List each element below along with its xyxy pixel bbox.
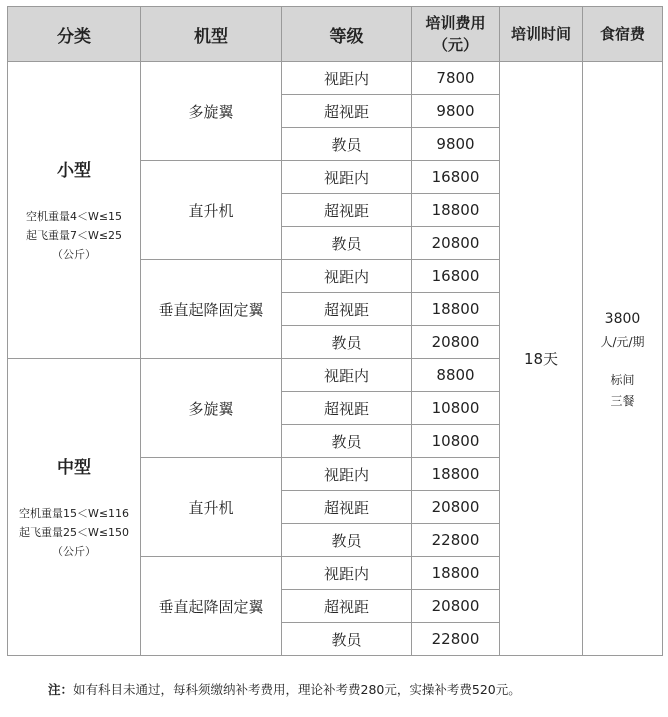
level-cell: 超视距 bbox=[282, 590, 412, 623]
price-cell: 10800 bbox=[412, 392, 500, 425]
level-cell: 视距内 bbox=[282, 260, 412, 293]
price-cell: 7800 bbox=[412, 62, 500, 95]
model-cell: 多旋翼 bbox=[141, 359, 282, 458]
price-cell: 18800 bbox=[412, 557, 500, 590]
price-cell: 16800 bbox=[412, 260, 500, 293]
price-cell: 20800 bbox=[412, 326, 500, 359]
price-cell: 22800 bbox=[412, 524, 500, 557]
header-fee bbox=[412, 7, 500, 62]
footnote bbox=[48, 680, 521, 698]
price-cell: 16800 bbox=[412, 161, 500, 194]
price-cell: 8800 bbox=[412, 359, 500, 392]
category-cell bbox=[8, 359, 141, 656]
header-category: 分类 bbox=[8, 7, 141, 62]
level-cell: 超视距 bbox=[282, 95, 412, 128]
fee-table bbox=[7, 6, 663, 656]
model-cell: 直升机 bbox=[141, 458, 282, 557]
header-board: 食宿费 bbox=[583, 7, 663, 62]
category-name: 小型 bbox=[57, 161, 91, 181]
level-cell: 视距内 bbox=[282, 62, 412, 95]
level-cell: 视距内 bbox=[282, 458, 412, 491]
price-cell: 10800 bbox=[412, 425, 500, 458]
model-cell: 垂直起降固定翼 bbox=[141, 260, 282, 359]
table-row bbox=[8, 62, 663, 95]
footnote-label: 注： bbox=[48, 682, 74, 697]
level-cell: 超视距 bbox=[282, 491, 412, 524]
board-unit: 人/元/期 bbox=[600, 334, 645, 349]
header-fee-line1: 培训费用 bbox=[425, 14, 486, 32]
header-row bbox=[8, 7, 663, 62]
level-cell: 教员 bbox=[282, 227, 412, 260]
price-cell: 20800 bbox=[412, 491, 500, 524]
category-takeoff-weight: 起飞重量25＜W≤150 bbox=[18, 526, 130, 539]
level-cell: 超视距 bbox=[282, 293, 412, 326]
level-cell: 教员 bbox=[282, 524, 412, 557]
level-cell: 教员 bbox=[282, 623, 412, 656]
model-cell: 多旋翼 bbox=[141, 62, 282, 161]
board-price: 3800 bbox=[604, 310, 641, 327]
level-cell: 超视距 bbox=[282, 194, 412, 227]
category-empty-weight: 空机重量15＜W≤116 bbox=[18, 507, 130, 520]
price-cell: 18800 bbox=[412, 458, 500, 491]
level-cell: 视距内 bbox=[282, 161, 412, 194]
level-cell: 超视距 bbox=[282, 392, 412, 425]
price-cell: 18800 bbox=[412, 293, 500, 326]
level-cell: 视距内 bbox=[282, 359, 412, 392]
price-cell: 9800 bbox=[412, 128, 500, 161]
price-cell: 22800 bbox=[412, 623, 500, 656]
board-meals: 三餐 bbox=[610, 393, 635, 408]
level-cell: 教员 bbox=[282, 326, 412, 359]
header-duration: 培训时间 bbox=[500, 7, 583, 62]
price-cell: 20800 bbox=[412, 590, 500, 623]
category-empty-weight: 空机重量4＜W≤15 bbox=[25, 210, 123, 223]
header-fee-line2: （元） bbox=[432, 36, 478, 54]
footnote-text: 如有科目未通过，每科须缴纳补考费用，理论补考费280元，实操补考费520元。 bbox=[73, 682, 521, 697]
price-cell: 20800 bbox=[412, 227, 500, 260]
duration-cell: 18天 bbox=[500, 62, 583, 656]
category-unit: （公斤） bbox=[52, 248, 96, 261]
category-name: 中型 bbox=[57, 458, 91, 478]
fee-table-body bbox=[8, 62, 663, 656]
header-level: 等级 bbox=[282, 7, 412, 62]
model-cell: 直升机 bbox=[141, 161, 282, 260]
level-cell: 视距内 bbox=[282, 557, 412, 590]
model-cell: 垂直起降固定翼 bbox=[141, 557, 282, 656]
board-cell bbox=[583, 62, 663, 656]
board-room: 标间 bbox=[610, 372, 635, 387]
header-model: 机型 bbox=[141, 7, 282, 62]
level-cell: 教员 bbox=[282, 128, 412, 161]
category-unit: （公斤） bbox=[52, 545, 96, 558]
category-takeoff-weight: 起飞重量7＜W≤25 bbox=[25, 229, 123, 242]
price-cell: 18800 bbox=[412, 194, 500, 227]
category-cell bbox=[8, 62, 141, 359]
level-cell: 教员 bbox=[282, 425, 412, 458]
price-cell: 9800 bbox=[412, 95, 500, 128]
